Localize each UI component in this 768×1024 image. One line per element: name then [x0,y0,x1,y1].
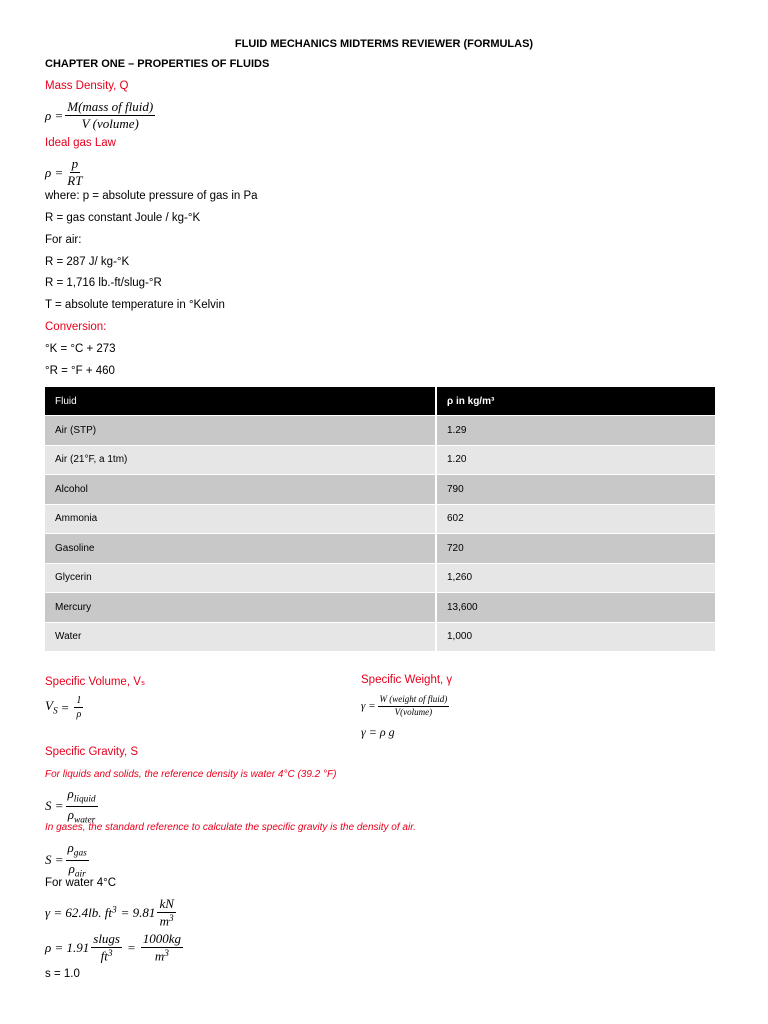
rho-frac2-numerator: 1000kg [141,932,183,948]
specific-volume-eq: = [60,699,70,715]
table-cell-density: 720 [436,534,715,564]
rho-frac2-denominator [153,948,171,964]
rho-fraction-2 [141,932,183,964]
table-cell-fluid: Gasoline [45,534,436,564]
mass-density-formula [45,100,157,132]
table-row [45,622,715,651]
rho-fraction-1 [91,932,122,964]
table-cell-density: 1,000 [436,622,715,651]
ideal-gas-fraction [65,157,84,189]
table-cell-density: 13,600 [436,593,715,623]
table-cell-density: 790 [436,475,715,505]
rho-frac1-den-base: ft [100,948,108,964]
table-header-row [45,387,715,416]
mass-density-lhs: ρ = [45,107,64,123]
ideal-gas-line: R = 287 J/ kg-°K [45,256,130,268]
gases-note: In gases, the standard reference to calculate the specific gravity is the density of air. [45,822,416,833]
liquids-note: For liquids and solids, the reference density is water 4°C (39.2 °F) [45,769,337,780]
specific-weight-denominator: V(volume) [394,706,433,717]
specific-volume-heading: Specific Volume, Vₛ [45,676,146,688]
table-cell-fluid: Water [45,622,436,651]
rho-frac2-den-exp: 3 [164,949,169,960]
conversion-heading: Conversion: [45,321,107,333]
specific-weight-numerator: W (weight of fluid) [378,695,450,707]
mass-density-numerator: M(mass of fluid) [65,100,155,116]
ideal-gas-line: where: p = absolute pressure of gas in Pa [45,190,258,202]
gamma-denominator [158,913,176,929]
table-cell-density: 1.29 [436,416,715,446]
ideal-gas-line: T = absolute temperature in °Kelvin [45,299,225,311]
specific-weight-heading: Specific Weight, γ [361,674,453,686]
mass-density-fraction [65,100,155,132]
gamma-lhs-text: γ = 62.4lb. ft [45,905,112,921]
specific-gravity-gas-formula [45,841,91,879]
gamma-water-formula [45,897,178,929]
table-header-density-label: ρ in kg/m³ [447,395,495,407]
table-cell-fluid: Ammonia [45,504,436,534]
sg-liquid-den-base: ρ [67,806,75,822]
table-row [45,534,715,564]
gamma-fraction [157,897,175,929]
gamma-den-base: m [159,913,170,929]
table-cell-fluid: Air (21°F, a 1tm) [45,445,436,475]
chapter-heading: CHAPTER ONE – PROPERTIES OF FLUIDS [45,58,270,70]
density-table [45,387,715,651]
ideal-gas-formula [45,157,86,189]
specific-volume-formula [45,695,85,720]
sg-liquid-fraction [66,787,98,825]
table-cell-fluid: Glycerin [45,563,436,593]
table-header-fluid: Fluid [45,387,436,416]
ideal-gas-heading: Ideal gas Law [45,137,116,149]
mass-density-heading: Mass Density, Q [45,80,129,92]
specific-volume-lhs-base: V [45,698,53,714]
specific-volume-numerator: 1 [76,695,82,706]
rho-frac1-denominator [99,948,115,964]
sg-gas-num-base: ρ [67,840,74,855]
sg-liquid-den-sub: water [74,814,96,825]
sg-gas-numerator [66,841,89,861]
sg-gas-den-sub: air [74,868,86,879]
ideal-gas-line: For air: [45,234,82,246]
sg-liquid-num-base: ρ [67,786,74,801]
table-cell-fluid: Alcohol [45,475,436,505]
table-row [45,475,715,505]
rho-frac2-den-base: m [154,948,165,964]
conversion-line: °K = °C + 273 [45,343,116,355]
s-value: s = 1.0 [45,968,80,980]
table-cell-fluid: Mercury [45,593,436,623]
sg-liquid-numerator [66,787,98,807]
ideal-gas-denominator: RT [67,173,83,189]
sg-gas-den-base: ρ [68,860,75,876]
specific-volume-fraction [74,695,83,720]
specific-volume-lhs [45,698,58,716]
sg-liquid-num-sub: liquid [73,794,96,805]
specific-volume-denominator: ρ [76,709,82,720]
conversion-line: °R = °F + 460 [45,365,115,377]
gamma-mid: = 9.81 [120,905,156,921]
page-title: FLUID MECHANICS MIDTERMS REVIEWER (FORMULAS) [234,38,534,50]
ideal-gas-lhs: ρ = [45,164,64,180]
rho-frac1-den-exp: 3 [107,949,113,960]
table-row [45,593,715,623]
specific-volume-lhs-sub: S [52,706,58,717]
sg-gas-fraction [66,841,89,879]
specific-weight-formula [361,695,451,718]
specific-weight-formula-2: γ = ρ g [361,725,395,739]
gamma-numerator: kN [157,897,175,913]
specific-weight-fraction [378,695,450,718]
table-row [45,504,715,534]
table-row [45,416,715,446]
sg-liquid-lhs: S = [45,798,64,814]
table-row [45,563,715,593]
rho-lhs: ρ = 1.91 [45,940,90,956]
specific-gravity-heading: Specific Gravity, S [45,746,139,758]
table-cell-density: 602 [436,504,715,534]
ideal-gas-line: R = gas constant Joule / kg-°K [45,212,201,224]
table-row [45,445,715,475]
specific-gravity-liquid-formula [45,787,100,825]
sg-gas-lhs: S = [45,852,64,868]
gamma-lhs [45,905,117,921]
ideal-gas-numerator: p [70,157,81,173]
sg-gas-num-sub: gas [73,848,87,859]
table-cell-density: 1,260 [436,563,715,593]
rho-frac1-numerator: slugs [91,932,122,948]
gamma-lhs-exp: 3 [111,905,117,916]
gamma-den-exp: 3 [169,914,174,925]
ideal-gas-line: R = 1,716 lb.-ft/slug-°R [45,277,162,289]
table-header-density [436,387,715,416]
specific-weight-lhs: γ = [361,700,376,713]
table-cell-fluid: Air (STP) [45,416,436,446]
mass-density-denominator: V (volume) [81,116,139,132]
table-cell-density: 1.20 [436,445,715,475]
water-label: For water 4°C [45,877,117,889]
rho-water-formula [45,932,185,964]
rho-eq: = [127,940,136,956]
